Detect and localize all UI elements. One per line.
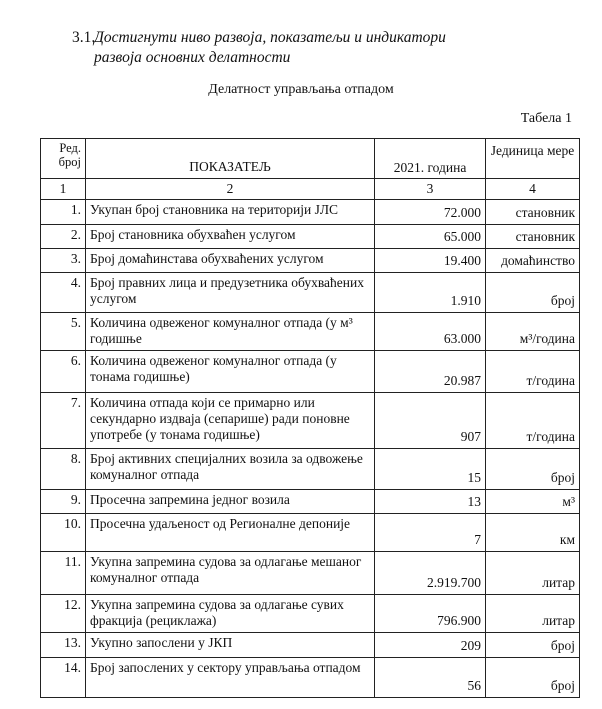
header-year: 2021. година bbox=[375, 139, 486, 179]
table-row bbox=[41, 658, 580, 698]
row-value: 56 bbox=[375, 658, 486, 698]
row-value: 15 bbox=[375, 449, 486, 490]
column-number: 1 bbox=[41, 179, 86, 200]
row-value: 20.987 bbox=[375, 351, 486, 393]
row-number: 5. bbox=[41, 313, 86, 351]
table-row bbox=[41, 490, 580, 514]
row-unit: број bbox=[486, 658, 580, 698]
row-number: 12. bbox=[41, 595, 86, 633]
row-unit: м³ bbox=[486, 490, 580, 514]
table-row bbox=[41, 200, 580, 225]
row-value: 19.400 bbox=[375, 249, 486, 273]
table-row bbox=[41, 393, 580, 449]
row-unit: домаћинство bbox=[486, 249, 580, 273]
indicators-table bbox=[40, 138, 580, 698]
row-indicator: Просечна запремина једног возила bbox=[86, 490, 375, 514]
table-row bbox=[41, 249, 580, 273]
row-indicator: Количина отпада који се примарно или секундарно издваја (сепарише) ради поновне употребе (у тонама годишње) bbox=[86, 393, 375, 449]
row-value: 65.000 bbox=[375, 225, 486, 249]
row-indicator: Укупна запремина судова за одлагање сувих фракција (рециклажа) bbox=[86, 595, 375, 633]
row-indicator: Број правних лица и предузетника обухваћених услугом bbox=[86, 273, 375, 313]
row-unit: т/година bbox=[486, 351, 580, 393]
header-rednum: Ред. број bbox=[41, 139, 86, 179]
row-number: 14. bbox=[41, 658, 86, 698]
row-value: 2.919.700 bbox=[375, 552, 486, 595]
section-title-line2: развоја основних делатности bbox=[94, 49, 291, 66]
section-title-line1: Достигнути ниво развоја, показатељи и индикатори bbox=[94, 29, 446, 46]
row-unit: становник bbox=[486, 225, 580, 249]
table-row bbox=[41, 273, 580, 313]
column-number-row bbox=[41, 179, 580, 200]
table-row bbox=[41, 225, 580, 249]
row-number: 7. bbox=[41, 393, 86, 449]
table-row bbox=[41, 514, 580, 552]
table-row bbox=[41, 595, 580, 633]
section-number: 3.1. bbox=[72, 29, 96, 46]
row-indicator: Број домаћинстава обухваћених услугом bbox=[86, 249, 375, 273]
table-row bbox=[41, 633, 580, 658]
row-number: 6. bbox=[41, 351, 86, 393]
row-indicator: Просечна удаљеност од Регионалне депоније bbox=[86, 514, 375, 552]
header-indicator: ПОКАЗАТЕЉ bbox=[86, 139, 375, 179]
row-value: 907 bbox=[375, 393, 486, 449]
row-unit: литар bbox=[486, 595, 580, 633]
row-unit: становник bbox=[486, 200, 580, 225]
column-number: 4 bbox=[486, 179, 580, 200]
table-row bbox=[41, 351, 580, 393]
table-header-row bbox=[41, 139, 580, 179]
header-unit: Јединица мере bbox=[486, 139, 580, 179]
row-value: 796.900 bbox=[375, 595, 486, 633]
row-number: 10. bbox=[41, 514, 86, 552]
row-value: 7 bbox=[375, 514, 486, 552]
row-unit: т/година bbox=[486, 393, 580, 449]
row-unit: број bbox=[486, 273, 580, 313]
table-label: Табела 1 bbox=[520, 111, 572, 126]
row-unit: литар bbox=[486, 552, 580, 595]
row-indicator: Укупна запремина судова за одлагање мешаног комуналног отпада bbox=[86, 552, 375, 595]
table-row bbox=[41, 313, 580, 351]
row-indicator: Укупан број становника на територији ЈЛС bbox=[86, 200, 375, 225]
column-number: 3 bbox=[375, 179, 486, 200]
row-value: 13 bbox=[375, 490, 486, 514]
row-indicator: Број активних специјалних возила за одвожење комуналног отпада bbox=[86, 449, 375, 490]
row-unit: м³/година bbox=[486, 313, 580, 351]
row-value: 63.000 bbox=[375, 313, 486, 351]
table-row bbox=[41, 449, 580, 490]
row-value: 1.910 bbox=[375, 273, 486, 313]
row-indicator: Количина одвеженог комуналног отпада (у тонама годишње) bbox=[86, 351, 375, 393]
row-number: 11. bbox=[41, 552, 86, 595]
column-number: 2 bbox=[86, 179, 375, 200]
row-value: 209 bbox=[375, 633, 486, 658]
row-number: 13. bbox=[41, 633, 86, 658]
row-value: 72.000 bbox=[375, 200, 486, 225]
section-heading bbox=[72, 28, 446, 68]
subtitle: Делатност управљања отпадом bbox=[208, 82, 394, 97]
row-unit: км bbox=[486, 514, 580, 552]
row-number: 1. bbox=[41, 200, 86, 225]
row-indicator: Број запослених у сектору управљања отпадом bbox=[86, 658, 375, 698]
row-number: 3. bbox=[41, 249, 86, 273]
row-indicator: Количина одвеженог комуналног отпада (у м³ годишње bbox=[86, 313, 375, 351]
row-indicator: Укупно запослени у ЈКП bbox=[86, 633, 375, 658]
row-indicator: Број становника обухваћен услугом bbox=[86, 225, 375, 249]
table-row bbox=[41, 552, 580, 595]
row-unit: број bbox=[486, 449, 580, 490]
row-number: 4. bbox=[41, 273, 86, 313]
row-unit: број bbox=[486, 633, 580, 658]
row-number: 2. bbox=[41, 225, 86, 249]
row-number: 9. bbox=[41, 490, 86, 514]
row-number: 8. bbox=[41, 449, 86, 490]
